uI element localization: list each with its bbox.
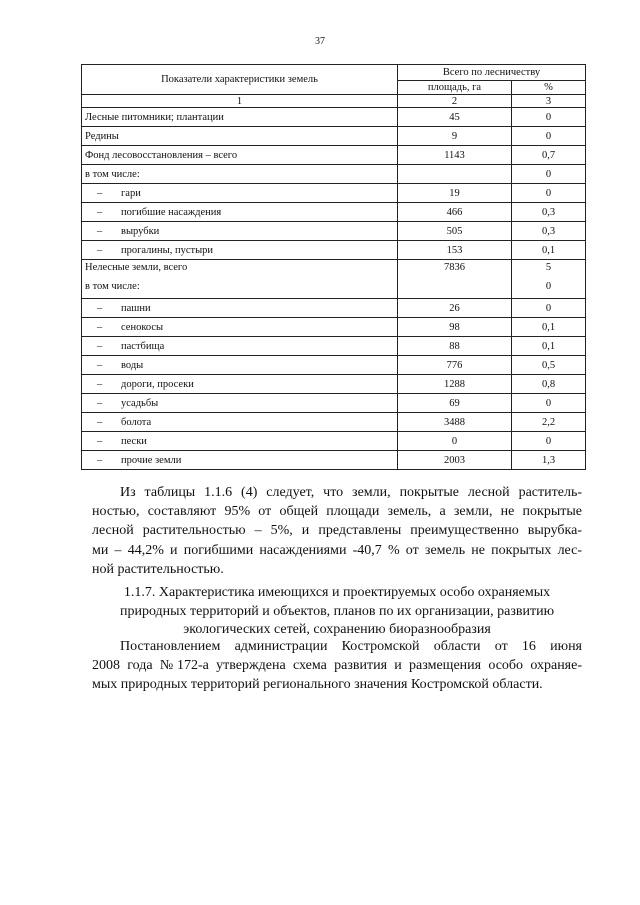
row-percent: 0,1 bbox=[512, 337, 586, 356]
row-label-text: пастбища bbox=[121, 340, 165, 352]
row-area: 466 bbox=[398, 203, 512, 222]
table-row bbox=[82, 413, 586, 432]
row-percent: 0,5 bbox=[512, 356, 586, 375]
heading-line: природных территорий и объектов, планов по их организации, развитию bbox=[119, 603, 555, 619]
heading-line: 1.1.7. Характеристика имеющихся и проектируемых особо охраняемых bbox=[123, 585, 551, 600]
paragraph-line: 2008 года №172-а утверждена схема развития и размещения особо охраняе- bbox=[92, 658, 582, 673]
dash-marker: – bbox=[97, 321, 103, 333]
row-label bbox=[82, 318, 398, 337]
row-label bbox=[82, 299, 398, 318]
table-row bbox=[82, 451, 586, 470]
row-label-text: воды bbox=[121, 359, 144, 371]
section-heading bbox=[92, 584, 582, 640]
dash-marker: – bbox=[97, 378, 103, 390]
row-area: 26 bbox=[398, 299, 512, 318]
paragraph-line: ной растительностью. bbox=[92, 561, 224, 577]
row-label-text: болота bbox=[121, 416, 152, 428]
row-label bbox=[82, 203, 398, 222]
row-area: 153 bbox=[398, 241, 512, 260]
row-area: 1143 bbox=[398, 146, 512, 165]
heading-line: экологических сетей, сохранению биоразнообразия bbox=[183, 622, 491, 637]
row-area: 0 bbox=[398, 432, 512, 451]
row-label-text: сенокосы bbox=[121, 321, 164, 333]
table-row bbox=[82, 108, 586, 127]
row-label-text: гари bbox=[121, 187, 141, 199]
row-label-text: дороги, просеки bbox=[121, 378, 194, 390]
row-area: 69 bbox=[398, 394, 512, 413]
dash-marker: – bbox=[97, 225, 103, 237]
row-label-text: пашни bbox=[121, 302, 151, 314]
dash-marker: – bbox=[97, 454, 103, 466]
paragraph-line: мых природных территорий регионального значения Костромской области. bbox=[92, 677, 543, 692]
header-percent: % bbox=[512, 81, 586, 95]
table-row bbox=[82, 299, 586, 318]
row-area: 1288 bbox=[398, 375, 512, 394]
row-percent: 0,1 bbox=[512, 318, 586, 337]
nonforest-percent bbox=[512, 260, 586, 299]
row-label: Фонд лесовосстановления – всего bbox=[82, 146, 398, 165]
table-row bbox=[82, 375, 586, 394]
row-label bbox=[82, 184, 398, 203]
row-percent: 0 bbox=[512, 184, 586, 203]
dash-marker: – bbox=[97, 244, 103, 256]
table-row bbox=[82, 127, 586, 146]
paragraph-line: Постановлением администрации Костромской области от 16 июня bbox=[120, 639, 582, 654]
table-row bbox=[82, 146, 586, 165]
dash-marker: – bbox=[97, 435, 103, 447]
dash-marker: – bbox=[97, 416, 103, 428]
paragraph-analysis bbox=[92, 483, 582, 579]
dash-marker: – bbox=[97, 340, 103, 352]
row-label bbox=[82, 413, 398, 432]
row-area: 2003 bbox=[398, 451, 512, 470]
row-area: 88 bbox=[398, 337, 512, 356]
row-label bbox=[82, 356, 398, 375]
row-area: 45 bbox=[398, 108, 512, 127]
paragraph-decree bbox=[92, 637, 582, 694]
dash-marker: – bbox=[97, 397, 103, 409]
land-characteristics-table bbox=[81, 64, 586, 470]
row-area: 505 bbox=[398, 222, 512, 241]
row-label-text: пески bbox=[121, 435, 147, 447]
paragraph-line: ностью, составляют 95% от общей площади земель, а земли, не покрытые bbox=[92, 504, 582, 520]
row-area: 776 bbox=[398, 356, 512, 375]
row-percent: 0,7 bbox=[512, 146, 586, 165]
header-area: площадь, га bbox=[398, 81, 512, 95]
row-percent: 0 bbox=[512, 165, 586, 184]
row-label-text: погибшие насаждения bbox=[121, 206, 222, 218]
row-percent: 0,8 bbox=[512, 375, 586, 394]
row-area: 19 bbox=[398, 184, 512, 203]
table-row bbox=[82, 432, 586, 451]
row-percent: 0,3 bbox=[512, 203, 586, 222]
col-number-2: 2 bbox=[398, 95, 512, 108]
row-percent: 0,1 bbox=[512, 241, 586, 260]
paragraph-line: ми – 44,2% и погибшими насаждениями -40,7 % от земель не покрытых лес- bbox=[92, 542, 582, 558]
row-percent: 0,3 bbox=[512, 222, 586, 241]
row-label: Редины bbox=[82, 127, 398, 146]
table-row bbox=[82, 337, 586, 356]
row-label bbox=[82, 241, 398, 260]
nonforest-percent-2: 0 bbox=[545, 281, 552, 292]
row-percent: 0 bbox=[512, 127, 586, 146]
table-row bbox=[82, 318, 586, 337]
col-number-3: 3 bbox=[512, 95, 586, 108]
nonforest-label: Нелесные земли, всего bbox=[85, 262, 188, 273]
nonforest-percent-1: 5 bbox=[545, 262, 552, 273]
page-number: 37 bbox=[315, 36, 325, 47]
row-label bbox=[82, 432, 398, 451]
dash-marker: – bbox=[97, 206, 103, 218]
row-label-text: вырубки bbox=[121, 225, 160, 237]
row-area: 3488 bbox=[398, 413, 512, 432]
row-label bbox=[82, 222, 398, 241]
dash-marker: – bbox=[97, 302, 103, 314]
paragraph-line: Из таблицы 1.1.6 (4) следует, что земли, покрытые лесной раститель- bbox=[120, 485, 582, 500]
nonforest-area: 7836 bbox=[398, 260, 512, 299]
paragraph-line: лесной растительностью – 5%, и представлены преимущественно вырубка- bbox=[92, 523, 582, 539]
row-percent: 0 bbox=[512, 432, 586, 451]
table-row bbox=[82, 241, 586, 260]
dash-marker: – bbox=[97, 359, 103, 371]
row-label-text: прочие земли bbox=[121, 454, 182, 466]
row-label bbox=[82, 375, 398, 394]
row-label bbox=[82, 394, 398, 413]
row-label bbox=[82, 260, 398, 299]
table-row bbox=[82, 203, 586, 222]
row-area: 9 bbox=[398, 127, 512, 146]
row-label bbox=[82, 337, 398, 356]
col-number-1: 1 bbox=[82, 95, 398, 108]
table-row bbox=[82, 356, 586, 375]
nonforest-sublabel: в том числе: bbox=[85, 281, 140, 292]
dash-marker: – bbox=[97, 187, 103, 199]
row-percent: 0 bbox=[512, 394, 586, 413]
table-row bbox=[82, 184, 586, 203]
row-percent: 2,2 bbox=[512, 413, 586, 432]
table-row-nonforest bbox=[82, 260, 586, 299]
row-label: Лесные питомники; плантации bbox=[82, 108, 398, 127]
table-row bbox=[82, 222, 586, 241]
table-row bbox=[82, 394, 586, 413]
header-group: Всего по лесничеству bbox=[398, 65, 586, 81]
row-label: в том числе: bbox=[82, 165, 398, 184]
row-area: 98 bbox=[398, 318, 512, 337]
row-area bbox=[398, 165, 512, 184]
row-label-text: усадьбы bbox=[121, 397, 159, 409]
row-percent: 0 bbox=[512, 108, 586, 127]
table-row bbox=[82, 165, 586, 184]
row-percent: 0 bbox=[512, 299, 586, 318]
row-label-text: прогалины, пустыри bbox=[121, 244, 214, 256]
header-indicator: Показатели характеристики земель bbox=[82, 65, 398, 95]
row-label bbox=[82, 451, 398, 470]
row-percent: 1,3 bbox=[512, 451, 586, 470]
